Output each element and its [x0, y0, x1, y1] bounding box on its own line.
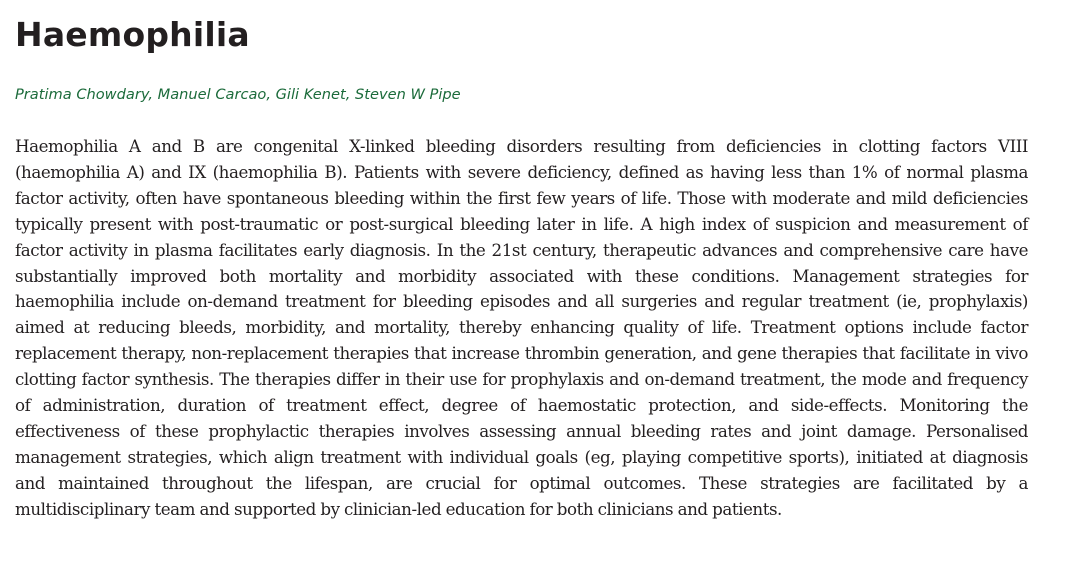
author-list: Pratima Chowdary, Manuel Carcao, Gili Kenet, Steven W Pipe	[15, 86, 461, 103]
article-title: Haemophilia	[15, 15, 250, 54]
abstract-paragraph: Haemophilia A and B are congenital X-linked bleeding disorders resulting from deficiencies in clotting factors VIII (haemophilia A) and IX (haemophilia B). Patients with severe deficiency, defined as having less than 1% of normal plasma factor activity, often have spontaneous bleeding within the first few years of life. Those with moderate and mild deficiencies typically present with post-traumatic or post-surgical bleeding later in life. A high index of suspicion and measurement of factor activity in plasma facilitates early diagnosis. In the 21st century, therapeutic advances and comprehensive care have substantially improved both mortality and morbidity associated with these conditions. Management strategies for haemophilia include on-demand treatment for bleeding episodes and all surgeries and regular treatment (ie, prophylaxis) aimed at reducing bleeds, morbidity, and mortality, thereby enhancing quality of life. Treatment options include factor replacement therapy, non-replacement therapies that increase thrombin generation, and gene therapies that facilitate in vivo clotting factor synthesis. The therapies differ in their use for prophylaxis and on-demand treatment, the mode and frequency of administration, duration of treatment effect, degree of haemostatic protection, and side-effects. Monitoring the effectiveness of these prophylactic therapies involves assessing annual bleeding rates and joint damage. Personalised management strategies, which align treatment with individual goals (eg, playing competitive sports), initiated at diagnosis and maintained throughout the lifespan, are crucial for optimal outcomes. These strategies are facilitated by a multidisciplinary team and supported by clinician-led education for both clinicians and patients.	[15, 136, 1028, 519]
